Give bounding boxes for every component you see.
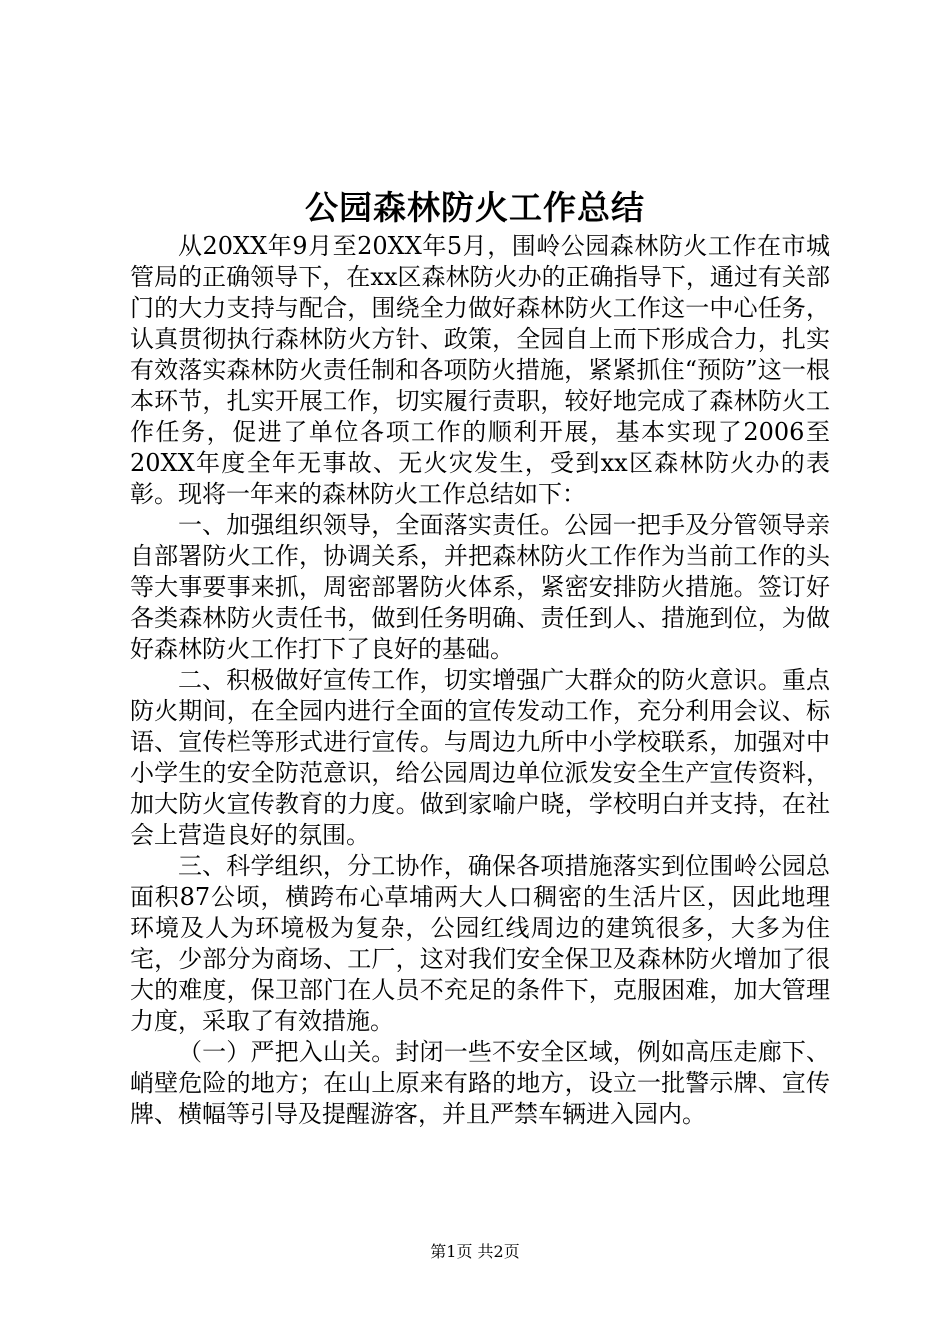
document-title: 公园森林防火工作总结	[305, 188, 645, 227]
page-number-footer: 第1页 共2页	[430, 1242, 520, 1261]
paragraph-intro: 从20XX年9月至20XX年5月，围岭公园森林防火工作在市城管局的正确领导下，在xx区森林防火办的正确指导下，通过有关部门的大力支持与配合，围绕全力做好森林防火工作这一中心任务，认真贯彻执行森林防火方针、政策，全园自上而下形成合力，扎实有效落实森林防火责任制和各项防火措施，紧紧抓住“预防”这一根本环节，扎实开展工作，切实履行责职，较好地完成了森林防火工作任务，促进了单位各项工作的顺利开展，基本实现了2006至20XX年度全年无事故、无火灾发生，受到xx区森林防火办的表彰。现将一年来的森林防火工作总结如下：	[130, 232, 830, 508]
paragraph-section-2: 二、积极做好宣传工作，切实增强广大群众的防火意识。重点防火期间，在全园内进行全面的宣传发动工作，充分利用会议、标语、宣传栏等形式进行宣传。与周边九所中小学校联系，加强对中小学生的安全防范意识，给公园周边单位派发安全生产宣传资料，加大防火宣传教育的力度。做到家喻户晓，学校明白并支持，在社会上营造良好的氛围。	[130, 666, 830, 849]
paragraph-section-1: 一、加强组织领导，全面落实责任。公园一把手及分管领导亲自部署防火工作，协调关系，并把森林防火工作作为当前工作的头等大事要事来抓，周密部署防火体系，紧密安排防火措施。签订好各类森林防火责任书，做到任务明确、责任到人、措施到位，为做好森林防火工作打下了良好的基础。	[130, 511, 830, 663]
paragraph-section-3: 三、科学组织，分工协作，确保各项措施落实到位围岭公园总面积87公顷，横跨布心草埔两大人口稠密的生活片区，因此地理环境及人为环境极为复杂，公园红线周边的建筑很多，大多为住宅，少部分为商场、工厂，这对我们安全保卫及森林防火增加了很大的难度，保卫部门在人员不充足的条件下，克服困难，加大管理力度，采取了有效措施。	[130, 852, 830, 1035]
paragraph-subsection-1: （一）严把入山关。封闭一些不安全区域，例如高压走廊下、峭壁危险的地方；在山上原来有路的地方，设立一批警示牌、宣传牌、横幅等引导及提醒游客，并且严禁车辆进入园内。	[130, 1038, 830, 1128]
document-body	[130, 231, 830, 1130]
